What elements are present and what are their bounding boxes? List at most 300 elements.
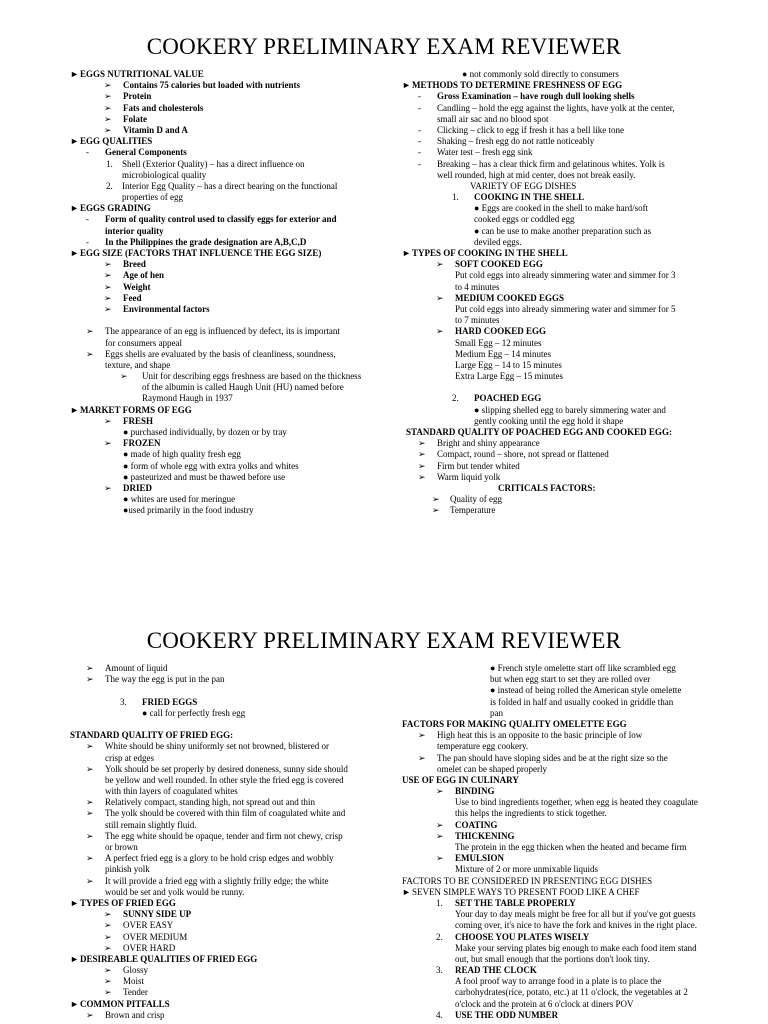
line-text: or brown	[105, 842, 138, 852]
line-text: EGGS GRADING	[80, 203, 151, 214]
right-column	[402, 69, 702, 517]
list-marker: 1.	[452, 192, 459, 203]
arrow-bullet-icon: ➢	[86, 808, 94, 819]
line-text: CHOOSE YOU PLATES WISELY	[455, 931, 590, 942]
text-line	[70, 943, 390, 954]
text-line	[402, 663, 702, 674]
text-line	[70, 932, 390, 943]
text-line	[70, 69, 390, 80]
line-text: Weight	[123, 281, 151, 292]
arrow-bullet-icon: ➢	[86, 348, 94, 359]
text-line	[70, 820, 390, 831]
line-text: Extra Large Egg – 15 minutes	[455, 371, 564, 382]
line-text: COMMON PITFALLS	[80, 998, 170, 1009]
text-line	[402, 775, 702, 786]
line-text: ● instead of being rolled the American style omelette	[490, 685, 682, 696]
line-text: In the Philippines the grade designation are A,B,C,D	[105, 236, 307, 247]
line-text: Fats and cholesterols	[123, 102, 204, 113]
text-line	[402, 719, 702, 730]
text-line	[402, 226, 702, 237]
text-line	[70, 786, 390, 797]
text-line	[70, 304, 390, 315]
arrow-bullet-icon: ➢	[436, 259, 444, 270]
line-text: Your day to day meals might be free for all but if you've got guests	[455, 909, 696, 920]
line-text: well rounded, high at mid center, does not break easily.	[437, 169, 636, 180]
text-line	[70, 170, 390, 181]
text-line	[402, 438, 702, 449]
pointer-bullet-icon: ►	[70, 404, 79, 415]
text-line	[70, 898, 390, 909]
line-text: Temperature	[450, 505, 496, 516]
line-text: Unit for describing eggs freshness are based on the thickness	[142, 371, 362, 382]
line-text: Glossy	[123, 965, 149, 976]
text-line	[70, 797, 390, 808]
line-text: MEDIUM COOKED EGGS	[455, 292, 565, 303]
text-line	[70, 719, 390, 730]
text-line	[70, 293, 390, 304]
list-marker: -	[418, 147, 421, 158]
arrow-bullet-icon: ➢	[86, 763, 94, 774]
arrow-bullet-icon: ➢	[104, 965, 112, 976]
text-line	[70, 159, 390, 170]
text-line	[70, 393, 390, 404]
arrow-bullet-icon: ➢	[104, 438, 112, 449]
line-text: small air sac and no blood spot	[437, 113, 549, 124]
line-text: EMULSION	[455, 853, 505, 864]
text-line	[70, 282, 390, 293]
line-text: ●used primarily in the food industry	[123, 505, 254, 516]
list-marker: 1.	[106, 158, 113, 169]
line-text: SET THE TABLE PROPERLY	[455, 897, 576, 908]
line-text: A fool proof way to arrange food in a plate is to place the	[455, 976, 662, 987]
text-line	[402, 461, 702, 472]
line-text: READ THE CLOCK	[455, 965, 537, 976]
line-text: coming over, it's nice to have the fork and knives in the right place.	[455, 920, 697, 931]
arrow-bullet-icon: ➢	[120, 371, 128, 382]
right-column	[402, 663, 702, 1021]
text-line	[70, 80, 390, 91]
arrow-bullet-icon: ➢	[86, 326, 94, 337]
arrow-bullet-icon: ➢	[86, 674, 94, 685]
text-line	[70, 203, 390, 214]
arrow-bullet-icon: ➢	[86, 830, 94, 841]
text-line	[402, 114, 702, 125]
text-line	[402, 674, 702, 685]
list-marker: -	[86, 236, 89, 247]
arrow-bullet-icon: ➢	[104, 931, 112, 942]
line-text: carbohydrates(rice, potato, etc.) at 11 o'clock, the vegetables at 2	[455, 987, 688, 998]
line-text: ● whites are used for meringue	[123, 494, 236, 505]
text-line	[70, 349, 390, 360]
line-text: ● made of high quality fresh egg	[123, 449, 241, 460]
text-line	[70, 999, 390, 1010]
text-line	[402, 876, 702, 887]
line-text: Interior Egg Quality – has a direct bearing on the functional	[122, 180, 338, 191]
pointer-bullet-icon: ►	[70, 897, 79, 908]
line-text: USE THE ODD NUMBER	[455, 1009, 559, 1020]
text-line	[402, 147, 702, 158]
list-marker: 4.	[436, 1009, 443, 1020]
line-text: gently cooking until the egg hold it shape	[474, 415, 624, 426]
line-text: Feed	[123, 292, 142, 303]
list-marker: -	[418, 124, 421, 135]
page-title: COOKERY PRELIMINARY EXAM REVIEWER	[146, 628, 622, 653]
text-line	[402, 214, 702, 225]
line-text: COOKING IN THE SHELL	[474, 192, 585, 203]
line-text: FROZEN	[123, 438, 161, 449]
arrow-bullet-icon: ➢	[418, 752, 426, 763]
text-line	[70, 708, 390, 719]
line-text: temperature egg cookery.	[437, 741, 529, 752]
line-text: to 4 minutes	[455, 281, 500, 292]
text-line	[402, 999, 702, 1010]
line-text: Put cold eggs into already simmering water and simmer for 5	[455, 303, 676, 314]
text-line	[70, 192, 390, 203]
text-line	[402, 764, 702, 775]
line-text: TYPES OF COOKING IN THE SHELL	[412, 248, 568, 258]
line-text: Breaking – has a clear thick firm and gelatinous whites. Yolk is	[437, 158, 665, 169]
text-line	[70, 237, 390, 248]
text-line	[70, 136, 390, 147]
line-text: Candling – hold the egg against the lights, have yolk at the center,	[437, 102, 675, 113]
text-line	[70, 663, 390, 674]
text-line	[70, 674, 390, 685]
text-line	[402, 326, 702, 337]
line-text: for consumers appeal	[105, 337, 182, 348]
text-line	[402, 382, 702, 393]
line-text: FRESH	[123, 415, 154, 426]
line-text: Firm but tender whited	[437, 460, 520, 471]
text-line	[402, 976, 702, 987]
text-line	[70, 853, 390, 864]
line-text: The egg white should be opaque, tender and firm not chewy, crisp	[105, 830, 343, 841]
line-text: USE OF EGG IN CULINARY	[402, 774, 519, 785]
line-text: Put cold eggs into already simmering water and simmer for 3	[455, 270, 676, 281]
line-text: of the albumin is called Haugh Unit (HU) named before	[142, 382, 344, 393]
line-text: Brown and crisp	[105, 1009, 165, 1020]
text-line	[402, 853, 702, 864]
list-marker: -	[418, 102, 421, 113]
text-line	[70, 326, 390, 337]
text-line	[70, 181, 390, 192]
line-text: It will provide a fried egg with a slightly frilly edge; the white	[105, 875, 329, 886]
line-text: The way the egg is put in the pan	[105, 674, 225, 685]
text-line	[402, 909, 702, 920]
text-line	[70, 808, 390, 819]
text-line	[402, 203, 702, 214]
line-text: ● purchased individually, by dozen or by tray	[123, 427, 287, 437]
text-line	[402, 237, 702, 248]
line-text: Relatively compact, standing high, not spread out and thin	[105, 797, 315, 808]
arrow-bullet-icon: ➢	[104, 113, 112, 124]
text-line	[402, 69, 702, 80]
line-text: SOFT COOKED EGG	[455, 259, 543, 270]
arrow-bullet-icon: ➢	[104, 270, 112, 281]
text-line	[70, 416, 390, 427]
line-text: DESIREABLE QUALITIES OF FRIED EGG	[80, 953, 258, 964]
text-line	[70, 909, 390, 920]
line-text: METHODS TO DETERMINE FRESHNESS OF EGG	[412, 80, 623, 91]
text-line	[402, 932, 702, 943]
text-line	[70, 965, 390, 976]
list-marker: -	[418, 91, 421, 102]
text-line	[70, 685, 390, 696]
arrow-bullet-icon: ➢	[86, 663, 94, 673]
arrow-bullet-icon: ➢	[104, 292, 112, 303]
text-line	[70, 103, 390, 114]
text-line	[70, 371, 390, 382]
pointer-bullet-icon: ►	[70, 248, 79, 258]
line-text: Form of quality control used to classify eggs for exterior and	[105, 214, 337, 225]
line-text: deviled eggs.	[474, 236, 522, 247]
line-text: OVER MEDIUM	[123, 931, 188, 942]
text-line	[402, 170, 702, 181]
pointer-bullet-icon: ►	[70, 136, 79, 147]
arrow-bullet-icon: ➢	[104, 259, 112, 270]
line-text: HARD COOKED EGG	[455, 326, 547, 337]
line-text: FACTORS FOR MAKING QUALITY OMELETTE EGG	[402, 718, 627, 729]
arrow-bullet-icon: ➢	[104, 482, 112, 493]
arrow-bullet-icon: ➢	[436, 326, 444, 337]
list-marker: -	[86, 147, 89, 158]
text-line	[402, 259, 702, 270]
arrow-bullet-icon: ➢	[436, 292, 444, 303]
line-text: pinkish yolk	[105, 864, 150, 875]
line-text: FACTORS TO BE CONSIDERED IN PRESENTING EGG DISHES	[402, 875, 653, 886]
line-text: Bright and shiny appearance	[437, 438, 540, 449]
text-line	[402, 697, 702, 708]
line-text: Age of hen	[123, 270, 164, 281]
text-line	[402, 192, 702, 203]
text-line	[70, 270, 390, 281]
line-text: OVER HARD	[123, 942, 176, 953]
line-text: TYPES OF FRIED EGG	[80, 897, 176, 908]
line-text: Medium Egg – 14 minutes	[455, 348, 551, 359]
line-text: The protein in the egg thicken when the heated and became firm	[455, 842, 687, 852]
line-text: ● Eggs are cooked in the shell to make hard/soft	[474, 203, 649, 214]
arrow-bullet-icon: ➢	[436, 819, 444, 830]
text-line	[70, 360, 390, 371]
line-text: White should be shiny uniformly set not browned, blistered or	[105, 741, 329, 752]
list-marker: -	[86, 214, 89, 225]
line-text: out, but small enough that the portions don't look tiny.	[455, 953, 650, 964]
arrow-bullet-icon: ➢	[86, 853, 94, 864]
line-text: STANDARD QUALITY OF FRIED EGG:	[70, 730, 234, 741]
text-line	[402, 898, 702, 909]
line-text: Vitamin D and A	[123, 124, 188, 135]
arrow-bullet-icon: ➢	[436, 830, 444, 841]
list-marker: 3.	[436, 965, 443, 976]
line-text: microbiological quality	[122, 169, 207, 180]
text-line	[402, 730, 702, 741]
line-text: with thin layers of coagulated whites	[105, 786, 238, 797]
text-line	[402, 449, 702, 460]
pointer-bullet-icon: ►	[402, 886, 411, 897]
text-line	[70, 831, 390, 842]
arrow-bullet-icon: ➢	[86, 1009, 94, 1020]
line-text: Compact, round – shore, not spread or flattened	[437, 449, 609, 460]
line-text: BINDING	[455, 786, 495, 797]
line-text: ● form of whole egg with extra yolks and whites	[123, 460, 299, 471]
line-text: still remain slightly fluid.	[105, 819, 197, 830]
line-text: properties of egg	[122, 192, 183, 203]
text-line	[70, 697, 390, 708]
left-column	[70, 69, 390, 517]
text-line	[402, 741, 702, 752]
list-marker: 1.	[436, 897, 443, 908]
line-text: VARIETY OF EGG DISHES	[470, 180, 577, 191]
arrow-bullet-icon: ➢	[104, 987, 112, 998]
line-text: Mixture of 2 or more unmixable liquids	[455, 864, 598, 875]
line-text: but when egg start to set they are rolled over	[490, 674, 651, 685]
line-text: High heat this is an opposite to the basic principle of low	[437, 730, 643, 741]
text-line	[70, 864, 390, 875]
text-line	[402, 270, 702, 281]
text-line	[70, 226, 390, 237]
line-text: Gross Examination – have rough dull looking shells	[437, 91, 635, 102]
line-text: Folate	[123, 113, 147, 124]
line-text: STANDARD QUALITY OF POACHED EGG AND COOKED EGG:	[406, 427, 672, 437]
text-line	[70, 976, 390, 987]
pointer-bullet-icon: ►	[70, 953, 79, 964]
arrow-bullet-icon: ➢	[418, 449, 426, 460]
text-line	[402, 820, 702, 831]
text-line	[402, 416, 702, 427]
arrow-bullet-icon: ➢	[86, 875, 94, 886]
line-text: Small Egg – 12 minutes	[455, 337, 542, 348]
line-text: Protein	[123, 91, 152, 102]
text-line	[70, 842, 390, 853]
text-line	[70, 505, 390, 516]
line-text: The appearance of an egg is influenced by defect, its is important	[105, 326, 340, 337]
text-line	[70, 1010, 390, 1021]
arrow-bullet-icon: ➢	[104, 80, 112, 91]
line-text: ● not commonly sold directly to consumers	[462, 69, 619, 79]
text-line	[70, 405, 390, 416]
pointer-bullet-icon: ►	[70, 203, 79, 214]
line-text: Use to bind ingredients together, when egg is heated they coagulate	[455, 797, 698, 808]
list-marker: 2.	[106, 180, 113, 191]
text-line	[402, 753, 702, 764]
text-line	[70, 483, 390, 494]
line-text: Contains 75 calories but loaded with nutrients	[123, 80, 301, 91]
line-text: ● pasteurized and must be thawed before use	[123, 471, 286, 482]
text-line	[70, 114, 390, 125]
arrow-bullet-icon: ➢	[86, 741, 94, 752]
list-marker: 2.	[452, 393, 459, 404]
arrow-bullet-icon: ➢	[104, 942, 112, 953]
line-text: to 7 minutes	[455, 315, 500, 326]
text-line	[402, 103, 702, 114]
text-line	[402, 831, 702, 842]
text-line	[402, 943, 702, 954]
text-line	[70, 730, 390, 741]
text-line	[70, 753, 390, 764]
text-line	[402, 887, 702, 898]
line-text: CRITICALS FACTORS:	[498, 482, 596, 493]
line-text: be yellow and well rounded. In other style the fried egg is covered	[105, 774, 344, 785]
line-text: ● can be use to make another preparation such as	[474, 225, 652, 236]
text-line	[70, 315, 390, 326]
text-line	[70, 248, 390, 259]
line-text: THICKENING	[455, 830, 515, 841]
text-line	[70, 449, 390, 460]
text-line	[402, 371, 702, 382]
line-text: is folded in half and usually cooked in griddle than	[490, 696, 674, 707]
text-line	[402, 797, 702, 808]
list-marker: 2.	[436, 931, 443, 942]
text-line	[402, 349, 702, 360]
arrow-bullet-icon: ➢	[104, 281, 112, 292]
page-2	[0, 600, 768, 1024]
line-text: SEVEN SIMPLE WAYS TO PRESENT FOOD LIKE A CHEF	[412, 886, 640, 897]
line-text: Tender	[123, 987, 148, 998]
text-line	[402, 405, 702, 416]
text-line	[70, 338, 390, 349]
text-line	[402, 1010, 702, 1021]
line-text: interior quality	[105, 225, 164, 236]
text-line	[402, 483, 702, 494]
text-line	[402, 293, 702, 304]
text-line	[402, 954, 702, 965]
line-text: EGG SIZE (FACTORS THAT INFLUENCE THE EGG SIZE)	[80, 248, 322, 258]
left-column	[70, 663, 390, 1021]
text-line	[402, 786, 702, 797]
line-text: this helps the ingredients to stick together.	[455, 808, 607, 819]
line-text: The pan should have sloping sides and be at the right size so the	[437, 752, 668, 763]
text-line	[402, 685, 702, 696]
line-text: General Components	[105, 147, 187, 158]
text-line	[70, 472, 390, 483]
arrow-bullet-icon: ➢	[432, 494, 440, 505]
arrow-bullet-icon: ➢	[104, 976, 112, 987]
line-text: Warm liquid yolk	[437, 471, 501, 482]
text-line	[402, 427, 702, 438]
text-line	[402, 248, 702, 259]
arrow-bullet-icon: ➢	[436, 786, 444, 797]
line-text: The yolk should be covered with thin film of coagulated white and	[105, 808, 346, 819]
arrow-bullet-icon: ➢	[104, 920, 112, 931]
arrow-bullet-icon: ➢	[418, 471, 426, 482]
text-line	[402, 282, 702, 293]
line-text: Amount of liquid	[105, 663, 168, 673]
list-marker: 3.	[120, 696, 127, 707]
pointer-bullet-icon: ►	[402, 248, 411, 258]
arrow-bullet-icon: ➢	[104, 415, 112, 426]
line-text: Large Egg – 14 to 15 minutes	[455, 359, 562, 370]
text-line	[70, 461, 390, 472]
text-line	[402, 80, 702, 91]
text-line	[402, 181, 702, 192]
text-line	[402, 91, 702, 102]
line-text: EGG QUALITIES	[80, 136, 153, 147]
arrow-bullet-icon: ➢	[104, 303, 112, 314]
text-line	[402, 159, 702, 170]
line-text: Make your serving plates big enough to make each food item stand	[455, 942, 697, 953]
text-line	[70, 382, 390, 393]
text-line	[402, 393, 702, 404]
text-line	[70, 147, 390, 158]
arrow-bullet-icon: ➢	[104, 91, 112, 102]
line-text: ● slipping shelled egg to barely simmering water and	[474, 404, 666, 415]
line-text: A perfect fried egg is a glory to be hold crisp edges and wobbly	[105, 853, 334, 864]
line-text: SUNNY SIDE UP	[123, 909, 192, 920]
line-text: ● call for perfectly fresh egg	[142, 707, 246, 718]
text-line	[70, 741, 390, 752]
text-line	[402, 360, 702, 371]
text-line	[402, 125, 702, 136]
line-text: Breed	[123, 259, 146, 270]
